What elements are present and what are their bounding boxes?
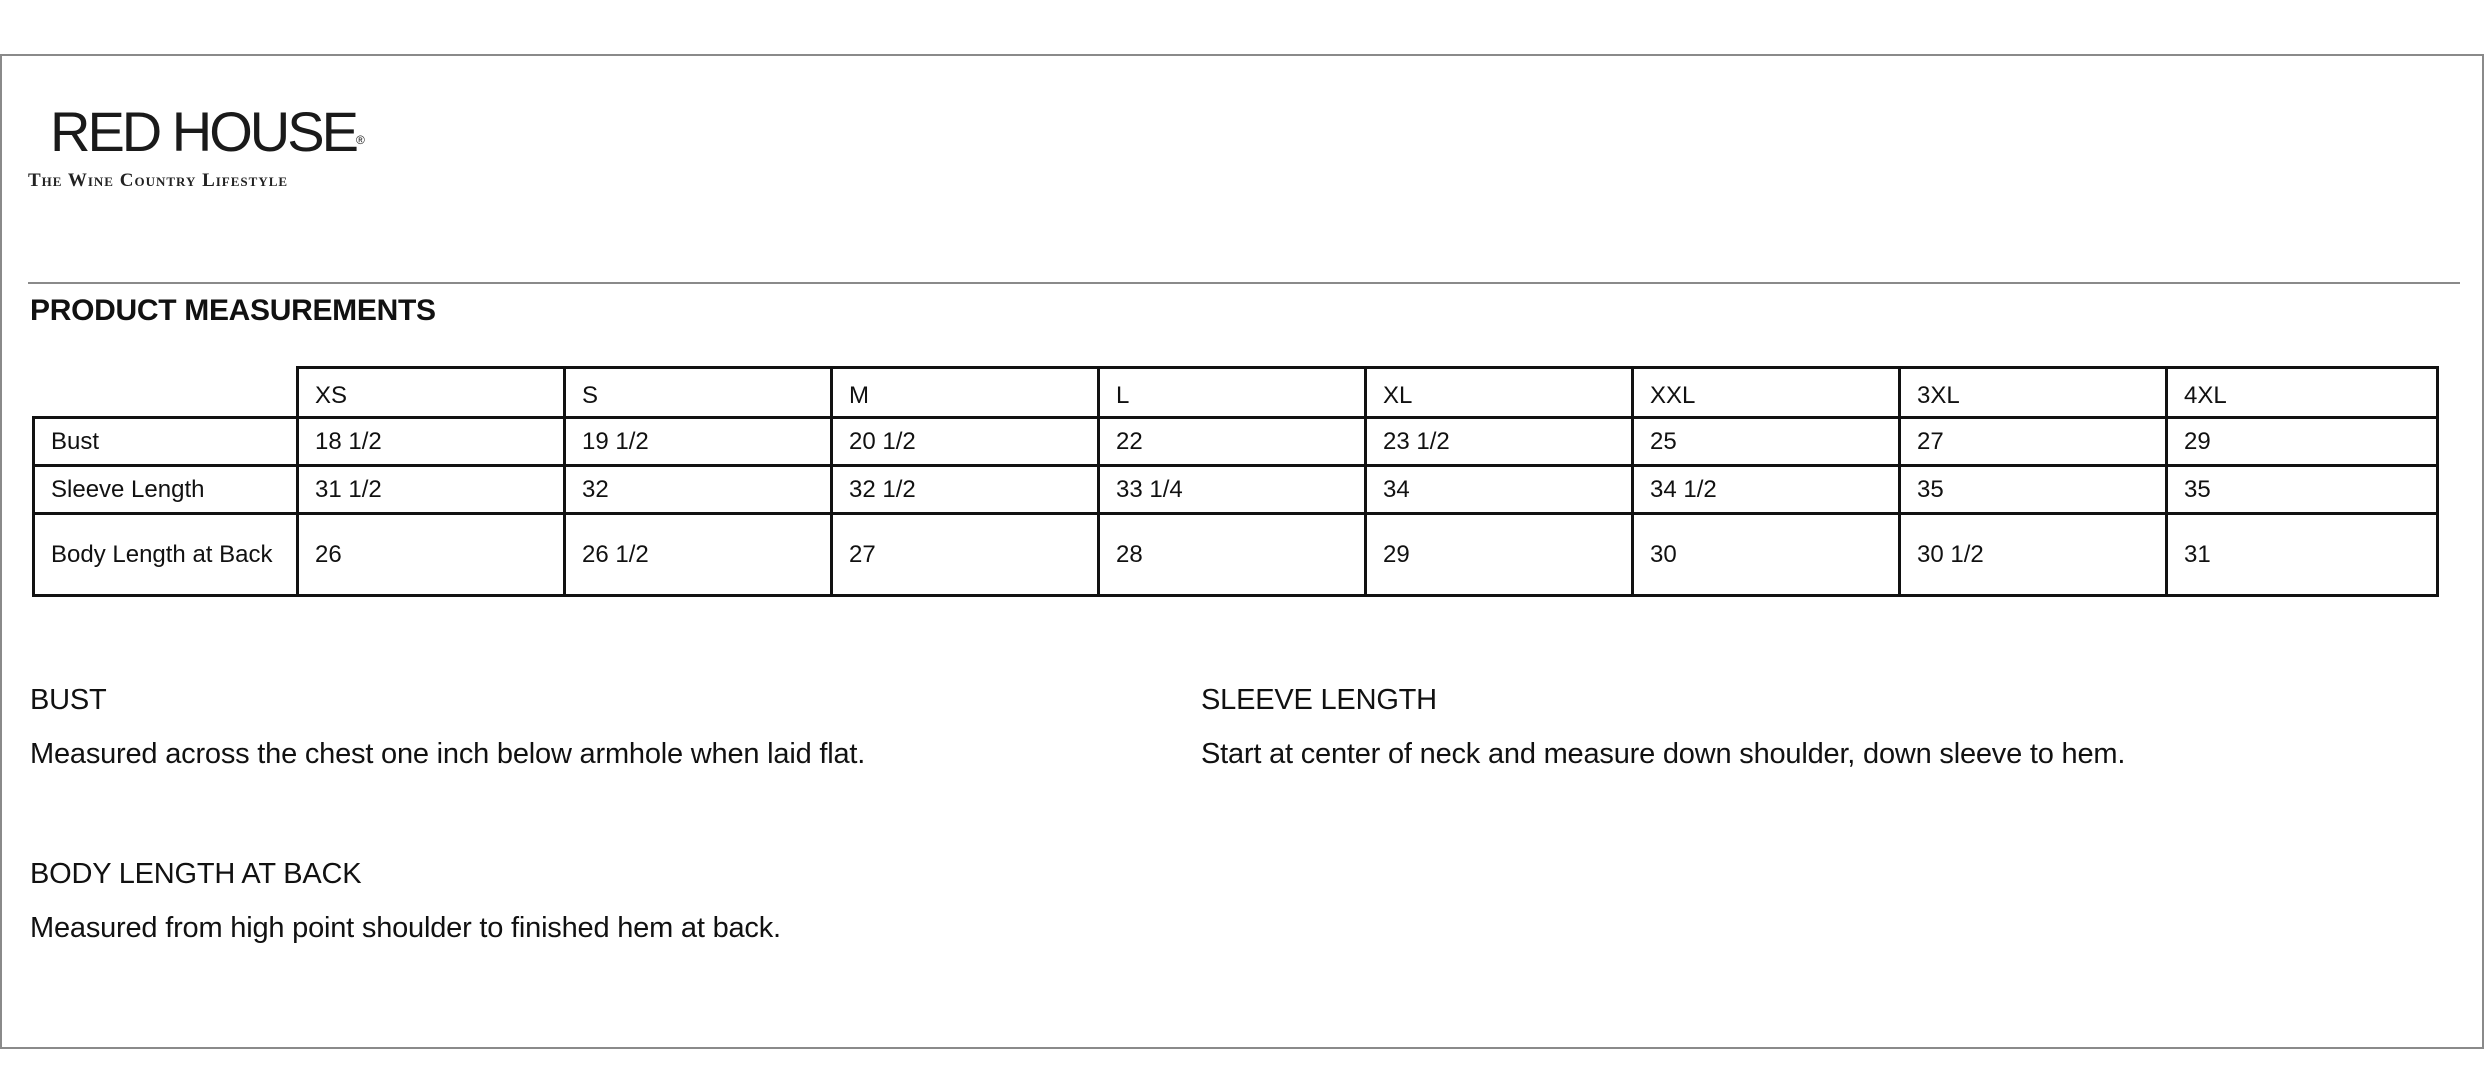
body-length-definition-title: BODY LENGTH AT BACK <box>30 858 362 890</box>
table-cell: 31 <box>2167 514 2438 596</box>
size-header: XL <box>1366 368 1633 418</box>
table-cell: 34 <box>1366 466 1633 514</box>
row-label: Sleeve Length <box>34 466 298 514</box>
table-cell: 35 <box>2167 466 2438 514</box>
row-label: Body Length at Back <box>34 514 298 596</box>
row-label: Bust <box>34 418 298 466</box>
section-title: PRODUCT MEASUREMENTS <box>30 294 436 327</box>
size-header: 4XL <box>2167 368 2438 418</box>
brand-logo <box>28 100 368 200</box>
brand-tagline: The Wine Country Lifestyle <box>28 170 289 191</box>
table-cell: 28 <box>1099 514 1366 596</box>
brand-name: RED HOUSE® <box>50 100 365 163</box>
table-row <box>34 466 2438 514</box>
table-corner-cell <box>34 368 298 418</box>
table-cell: 27 <box>832 514 1099 596</box>
table-cell: 26 <box>298 514 565 596</box>
table-cell: 33 1/4 <box>1099 466 1366 514</box>
size-header: L <box>1099 368 1366 418</box>
table-cell: 30 1/2 <box>1900 514 2167 596</box>
table-cell: 31 1/2 <box>298 466 565 514</box>
table-cell: 25 <box>1633 418 1900 466</box>
table-row <box>34 514 2438 596</box>
table-cell: 22 <box>1099 418 1366 466</box>
size-header: S <box>565 368 832 418</box>
table-cell: 32 <box>565 466 832 514</box>
registered-mark: ® <box>355 133 365 147</box>
size-header: XXL <box>1633 368 1900 418</box>
table-cell: 30 <box>1633 514 1900 596</box>
table-cell: 19 1/2 <box>565 418 832 466</box>
body-length-definition <box>30 856 781 946</box>
bust-definition <box>30 682 865 772</box>
header-divider <box>28 282 2460 284</box>
sleeve-length-definition-text: Start at center of neck and measure down shoulder, down sleeve to hem. <box>1201 738 2126 770</box>
table-cell: 26 1/2 <box>565 514 832 596</box>
bust-definition-text: Measured across the chest one inch below armhole when laid flat. <box>30 738 866 770</box>
table-cell: 18 1/2 <box>298 418 565 466</box>
body-length-definition-text: Measured from high point shoulder to finished hem at back. <box>30 912 781 944</box>
table-cell: 27 <box>1900 418 2167 466</box>
measurements-table <box>32 366 2439 597</box>
table-cell: 29 <box>2167 418 2438 466</box>
sleeve-length-definition <box>1201 682 2125 772</box>
table-row <box>34 418 2438 466</box>
table-cell: 20 1/2 <box>832 418 1099 466</box>
table-cell: 32 1/2 <box>832 466 1099 514</box>
table-cell: 29 <box>1366 514 1633 596</box>
size-header: XS <box>298 368 565 418</box>
table-cell: 35 <box>1900 466 2167 514</box>
table-cell: 23 1/2 <box>1366 418 1633 466</box>
sleeve-length-definition-title: SLEEVE LENGTH <box>1201 684 1437 716</box>
table-header-row <box>34 368 2438 418</box>
bust-definition-title: BUST <box>30 684 107 716</box>
size-header: 3XL <box>1900 368 2167 418</box>
table-cell: 34 1/2 <box>1633 466 1900 514</box>
size-header: M <box>832 368 1099 418</box>
